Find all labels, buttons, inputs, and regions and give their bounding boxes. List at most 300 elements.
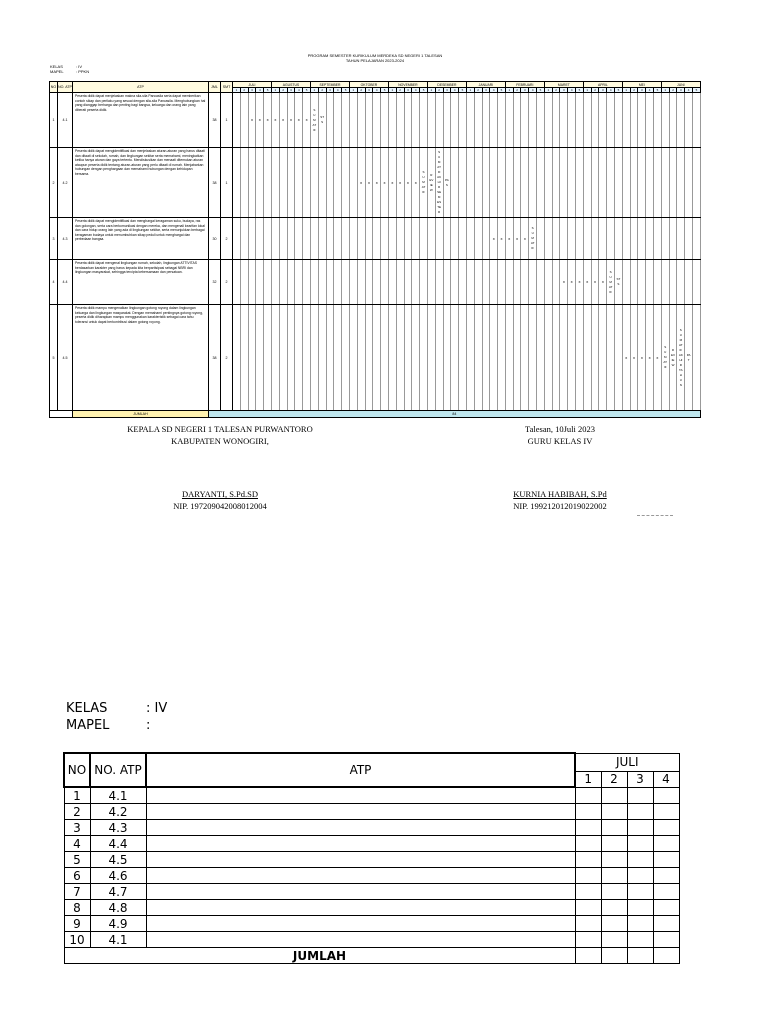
week-cell (303, 218, 311, 260)
week-cell (248, 148, 256, 218)
week-cell (349, 260, 357, 305)
zoom-empty-cell (601, 787, 627, 804)
week-cell (427, 218, 435, 260)
zoom-empty-cell (575, 868, 601, 884)
zoom-empty-cell (601, 804, 627, 820)
week-cell (685, 218, 693, 260)
week-number: 1 (427, 88, 435, 93)
week-cell (646, 93, 654, 148)
week-cell (388, 218, 396, 260)
week-cell (591, 218, 599, 260)
zoom-empty-cell (575, 787, 601, 804)
month-header: SEPTEMBER (310, 82, 349, 88)
week-cell (630, 260, 638, 305)
week-cell (396, 218, 404, 260)
week-cell (490, 93, 498, 148)
week-cell: x (373, 148, 381, 218)
week-cell (661, 93, 669, 148)
week-cell (677, 148, 685, 218)
week-cell (615, 260, 623, 305)
week-number: 1 (233, 88, 241, 93)
row-jml: 38 (209, 305, 221, 411)
week-cell (552, 218, 560, 260)
row-smt: 1 (221, 148, 233, 218)
week-cell (591, 305, 599, 411)
week-cell (404, 305, 412, 411)
week-cell (459, 93, 467, 148)
week-cell (630, 93, 638, 148)
zoom-row-atp: 4.5 (90, 852, 146, 868)
zoom-row-no: 8 (64, 900, 90, 916)
date-place: Talesan, 10Juli 2023 (525, 424, 595, 434)
week-cell (256, 218, 264, 260)
week-cell (466, 148, 474, 218)
row-atp-text: Peserta didik dapat menjelaskan makna sila-sila Pancasila serta dapat memberikan contoh sikap dan perilaku yang sesuai dengan sila-sila Pancasila. Menghubungkan hal yang dianggap berharga dan penting bagi bangsa, keluarga dan orang lain yang diberati peserta didik. (75, 94, 206, 112)
zoom-row-atp: 4.3 (90, 820, 146, 836)
week-cell (544, 148, 552, 218)
zoom-header-atp: ATP (146, 753, 575, 787)
week-number: 1 (661, 88, 669, 93)
week-cell (482, 93, 490, 148)
week-cell (240, 260, 248, 305)
month-header: APRIL (583, 82, 622, 88)
week-cell (490, 260, 498, 305)
week-cell (318, 218, 326, 260)
zoom-header-no-atp: NO. ATP (90, 753, 146, 787)
zoom-row-no: 3 (64, 820, 90, 836)
zoom-empty-cell (146, 836, 575, 852)
month-header: DESEMBER (427, 82, 466, 88)
week-cell (607, 218, 615, 260)
week-cell (661, 305, 669, 411)
week-number: 3 (326, 88, 334, 93)
week-cell (622, 148, 630, 218)
row-atp-no: 4.5 (58, 305, 73, 411)
week-number: 1 (310, 88, 318, 93)
assessment-tag: REVIEW (671, 347, 676, 367)
week-cell (544, 93, 552, 148)
week-cell (646, 218, 654, 260)
week-cell (310, 260, 318, 305)
week-cell (420, 260, 428, 305)
week-cell (459, 218, 467, 260)
week-number: 3 (443, 88, 451, 93)
zoom-empty-cell (601, 868, 627, 884)
row-smt: 2 (221, 305, 233, 411)
week-cell (451, 148, 459, 218)
zoom-empty-cell (627, 804, 653, 820)
month-header: MEI (622, 82, 661, 88)
week-cell (373, 93, 381, 148)
week-cell (560, 148, 568, 218)
week-cell (459, 260, 467, 305)
row-atp-text: Peserta didik dapat mengidentifikasi dan menghargai keragaman suku, budaya, ras dan golongan, serta cara berkomunikasi dengan mereka, dan mengenali kearifan lokal dan cara hidup orang lain yang ada di lingkungan sekitar, serta menunjukkan berbagai keragaman budaya untuk menumbuhkan sikap peduli untuk menghargai dan perbedaan bangsa. (75, 219, 205, 242)
week-cell (326, 93, 334, 148)
title-line-1: PROGRAM SEMESTER KURIKULUM MERDEKA SD NEGERI 1 TALESAN (307, 53, 443, 58)
week-cell (365, 93, 373, 148)
week-cell (412, 305, 420, 411)
week-cell (599, 305, 607, 411)
zoom-header-month: JULI (575, 753, 679, 771)
week-cell (357, 260, 365, 305)
week-cell (576, 148, 584, 218)
zoom-empty-cell (653, 836, 679, 852)
week-cell: x (396, 148, 404, 218)
zoom-empty-cell (601, 948, 627, 964)
teacher-nip: NIP. 199212012019022002 (513, 501, 607, 511)
week-cell (693, 260, 701, 305)
signature-right (460, 423, 660, 447)
zoom-row-no: 4 (64, 836, 90, 852)
row-no: 3 (50, 218, 58, 260)
week-number: 2 (513, 88, 521, 93)
week-cell (474, 93, 482, 148)
principal-name: DARYANTI, S.Pd.SD (181, 489, 259, 499)
zoom-table-row (64, 900, 679, 916)
week-cell (451, 218, 459, 260)
zoom-empty-cell (627, 852, 653, 868)
week-number: 4 (607, 88, 615, 93)
atp-row (50, 93, 701, 148)
week-cell (310, 305, 318, 411)
week-cell (583, 218, 591, 260)
week-cell (334, 260, 342, 305)
week-cell (529, 260, 537, 305)
week-cell: x (568, 260, 576, 305)
week-cell: x (271, 93, 279, 148)
zoom-empty-cell (575, 884, 601, 900)
zoom-empty-cell (627, 948, 653, 964)
week-cell (240, 218, 248, 260)
week-number: 5 (459, 88, 467, 93)
week-number: 5 (615, 88, 623, 93)
week-cell (271, 218, 279, 260)
week-cell (505, 148, 513, 218)
week-cell (365, 218, 373, 260)
week-cell (388, 305, 396, 411)
week-cell (607, 305, 615, 411)
zoom-table-row (64, 916, 679, 932)
zoom-empty-cell (627, 884, 653, 900)
week-cell (654, 148, 662, 218)
week-cell (669, 260, 677, 305)
week-cell (381, 260, 389, 305)
week-cell (474, 305, 482, 411)
zoom-table-row (64, 932, 679, 948)
week-cell (357, 93, 365, 148)
week-cell (498, 148, 506, 218)
week-number: 4 (529, 88, 537, 93)
week-cell (568, 93, 576, 148)
week-cell (482, 260, 490, 305)
week-cell (342, 148, 350, 218)
zoom-mapel-label: MAPEL (66, 718, 110, 733)
week-cell (357, 305, 365, 411)
zoom-empty-cell (653, 932, 679, 948)
week-cell (420, 148, 428, 218)
week-cell (342, 93, 350, 148)
principal-title: KEPALA SD NEGERI 1 TALESAN PURWANTORO (127, 424, 313, 434)
week-cell (685, 260, 693, 305)
week-cell (646, 260, 654, 305)
week-cell (568, 148, 576, 218)
week-number: 2 (591, 88, 599, 93)
zoom-empty-cell (146, 884, 575, 900)
atp-row (50, 305, 701, 411)
week-cell (427, 148, 435, 218)
assessment-tag: STS (616, 277, 621, 286)
assessment-tag: PAT (686, 352, 691, 362)
title-line-2: TAHUN PELAJARAN 2023-2024 (345, 58, 405, 63)
zoom-empty-cell (627, 868, 653, 884)
week-cell (264, 218, 272, 260)
atp-row (50, 218, 701, 260)
week-cell (412, 93, 420, 148)
week-cell (381, 93, 389, 148)
week-cell (404, 218, 412, 260)
week-cell (303, 260, 311, 305)
week-number: 5 (303, 88, 311, 93)
row-atp-no: 4.4 (58, 260, 73, 305)
week-cell (638, 93, 646, 148)
week-cell (342, 260, 350, 305)
week-cell (420, 218, 428, 260)
week-cell (693, 218, 701, 260)
teacher-title: GURU KELAS IV (527, 436, 593, 446)
week-cell (365, 260, 373, 305)
row-smt: 2 (221, 260, 233, 305)
zoom-empty-cell (146, 900, 575, 916)
week-cell (560, 93, 568, 148)
week-cell: x (646, 305, 654, 411)
week-cell (404, 93, 412, 148)
signature-left (110, 423, 330, 447)
week-cell (396, 93, 404, 148)
week-cell (661, 260, 669, 305)
week-cell (427, 260, 435, 305)
week-number: 4 (373, 88, 381, 93)
week-cell (498, 305, 506, 411)
assessment-tag: SUMATIF (608, 269, 613, 294)
zoom-row-no: 1 (64, 787, 90, 804)
week-cell (599, 148, 607, 218)
week-cell (420, 93, 428, 148)
week-cell: x (630, 305, 638, 411)
week-cell (303, 305, 311, 411)
week-cell (482, 305, 490, 411)
week-cell: x (264, 93, 272, 148)
week-cell (349, 148, 357, 218)
zoom-empty-cell (575, 804, 601, 820)
principal-nip: NIP. 197209042008012004 (173, 501, 267, 511)
week-cell (513, 93, 521, 148)
week-cell (233, 93, 241, 148)
atp-row (50, 260, 701, 305)
doc-meta (50, 64, 89, 74)
zoom-empty-cell (146, 916, 575, 932)
week-cell (326, 148, 334, 218)
week-cell: x (576, 260, 584, 305)
week-number: 4 (646, 88, 654, 93)
week-cell (529, 218, 537, 260)
week-cell (443, 93, 451, 148)
week-cell (248, 218, 256, 260)
week-cell (552, 148, 560, 218)
week-cell (396, 305, 404, 411)
week-cell (279, 305, 287, 411)
week-number: 4 (568, 88, 576, 93)
week-cell (443, 260, 451, 305)
week-number: 3 (248, 88, 256, 93)
week-cell (630, 148, 638, 218)
zoom-empty-cell (653, 820, 679, 836)
week-number: 5 (342, 88, 350, 93)
week-cell (607, 148, 615, 218)
week-cell (474, 218, 482, 260)
week-cell (622, 260, 630, 305)
week-cell: x (388, 148, 396, 218)
zoom-row-atp: 4.7 (90, 884, 146, 900)
zoom-row-atp: 4.2 (90, 804, 146, 820)
week-cell (474, 148, 482, 218)
week-cell (537, 260, 545, 305)
week-cell (303, 148, 311, 218)
week-cell (240, 305, 248, 411)
zoom-table-row (64, 804, 679, 820)
week-cell (435, 260, 443, 305)
week-cell (615, 218, 623, 260)
week-cell (615, 148, 623, 218)
week-cell (521, 305, 529, 411)
week-cell (233, 218, 241, 260)
zoom-empty-cell (653, 868, 679, 884)
zoom-empty-cell (601, 852, 627, 868)
week-cell (412, 218, 420, 260)
zoom-empty-cell (653, 852, 679, 868)
week-cell (349, 93, 357, 148)
week-cell (264, 260, 272, 305)
week-cell (279, 260, 287, 305)
week-number: 2 (279, 88, 287, 93)
week-number: 3 (677, 88, 685, 93)
week-cell (599, 93, 607, 148)
week-cell (271, 260, 279, 305)
zoom-table-row (64, 820, 679, 836)
week-cell (349, 305, 357, 411)
week-number: 3 (599, 88, 607, 93)
month-header: NOVEMBER (388, 82, 427, 88)
week-cell (318, 148, 326, 218)
week-cell (318, 260, 326, 305)
week-cell (248, 305, 256, 411)
week-cell (669, 148, 677, 218)
week-cell (576, 305, 584, 411)
week-number: 2 (630, 88, 638, 93)
week-cell (669, 218, 677, 260)
week-cell (685, 148, 693, 218)
week-number: 1 (349, 88, 357, 93)
zoom-row-no: 6 (64, 868, 90, 884)
week-number: 1 (388, 88, 396, 93)
week-cell: x (303, 93, 311, 148)
week-number: 1 (505, 88, 513, 93)
week-number: 4 (334, 88, 342, 93)
week-cell: x (287, 93, 295, 148)
week-number: 2 (240, 88, 248, 93)
zoom-empty-cell (627, 916, 653, 932)
week-cell (685, 93, 693, 148)
week-cell (638, 260, 646, 305)
week-cell (381, 218, 389, 260)
assessment-tag: SUMATIF (663, 345, 668, 369)
week-cell (295, 305, 303, 411)
week-cell (568, 305, 576, 411)
zoom-table-row (64, 852, 679, 868)
assessment-tag: SUMATIF (530, 226, 535, 250)
week-cell (521, 93, 529, 148)
row-jml: 38 (209, 93, 221, 148)
week-number: 5 (264, 88, 272, 93)
zoom-empty-cell (575, 900, 601, 916)
week-cell (287, 148, 295, 218)
week-cell (529, 93, 537, 148)
week-cell: x (638, 305, 646, 411)
assessment-tag: STS (320, 115, 325, 124)
zoom-empty-cell (146, 804, 575, 820)
week-cell (505, 93, 513, 148)
week-cell (677, 218, 685, 260)
zoom-empty-cell (653, 884, 679, 900)
zoom-week-header: 4 (653, 771, 679, 787)
principal-region: KABUPATEN WONOGIRI, (171, 436, 269, 446)
week-cell (240, 148, 248, 218)
week-number: 1 (622, 88, 630, 93)
week-cell (654, 260, 662, 305)
month-header: FEBRUARI (505, 82, 544, 88)
week-cell (466, 93, 474, 148)
week-cell: x (654, 305, 662, 411)
week-cell (279, 148, 287, 218)
week-cell: x (583, 260, 591, 305)
atp-row (50, 148, 701, 218)
week-cell (583, 305, 591, 411)
week-number: 3 (521, 88, 529, 93)
zoom-empty-cell (653, 948, 679, 964)
zoom-empty-cell (146, 852, 575, 868)
zoom-week-header: 1 (575, 771, 601, 787)
week-cell (295, 260, 303, 305)
week-cell (630, 218, 638, 260)
week-cell (326, 260, 334, 305)
week-number: 3 (404, 88, 412, 93)
week-cell (287, 218, 295, 260)
month-header: MARET (544, 82, 583, 88)
row-no: 4 (50, 260, 58, 305)
week-cell (498, 260, 506, 305)
week-cell (537, 93, 545, 148)
row-smt: 1 (221, 93, 233, 148)
week-cell (654, 93, 662, 148)
week-cell (474, 260, 482, 305)
week-cell (435, 305, 443, 411)
row-atp-text: Peserta didik dapat mengenal lingkungan rumah, sekolah, lingkungan ATTIVITAS berdasarkan karakter yang harus kepada kita berpartisipasi sebagai NBRI dan lingkungan masyarakat, sehingga tercipta kebersamaan dan persatuan. (75, 261, 198, 275)
zoom-table-row (64, 868, 679, 884)
week-number: 5 (498, 88, 506, 93)
week-cell (576, 218, 584, 260)
week-cell (513, 148, 521, 218)
week-cell (661, 218, 669, 260)
zoom-empty-cell (653, 900, 679, 916)
